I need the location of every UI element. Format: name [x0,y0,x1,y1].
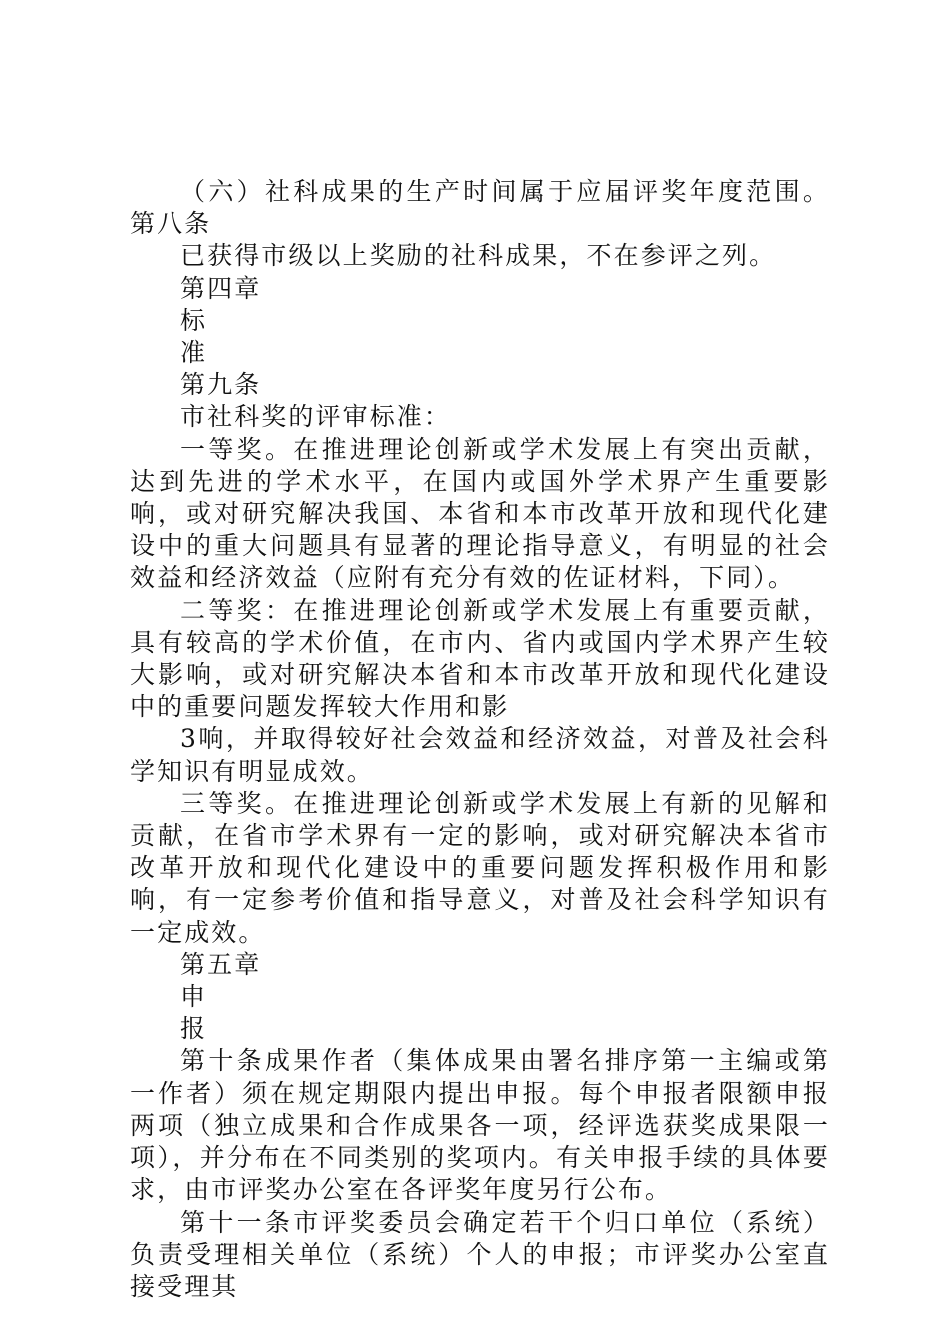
chapter-five-title-char-2: 报 [180,1014,208,1044]
third-prize-paragraph: 三等奖。在推进理论创新或学术发展上有新的见解和贡献，在省市学术界有一定的影响，或对研究解决本省市改革开放和现代化建设中的重要问题发挥积极作用和影响，有一定参考价值和指导意义，对普及社会科学知识有一定成效。 [130,788,830,947]
second-prize-continuation: 3响，并取得较好社会效益和经济效益，对普及社会科学知识有明显成效。 [130,724,830,786]
chapter-four-title-char-1: 标 [180,305,208,335]
review-standard-intro: 市社科奖的评审标准： [180,402,452,432]
chapter-four-heading: 第四章 [180,273,262,303]
second-prize-paragraph: 二等奖：在推进理论创新或学术发展上有重要贡献，具有较高的学术价值，在市内、省内或国内学术界产生较大影响，或对研究解决本省和本市改革开放和现代化建设中的重要问题发挥较大作用和影 [130,595,830,722]
article-ten-paragraph: 第十条成果作者（集体成果由署名排序第一主编或第一作者）须在规定期限内提出申报。每个申报者限额申报两项（独立成果和合作成果各一项，经评选获奖成果限一项），并分布在不同类别的奖项内。有关申报手续的具体要求，由市评奖办公室在各评奖年度另行公布。 [130,1046,830,1205]
paragraph-item-six: （六）社科成果的生产时间属于应届评奖年度范围。第八条 [130,177,830,239]
article-nine-heading: 第九条 [180,370,262,400]
first-prize-paragraph: 一等奖。在推进理论创新或学术发展上有突出贡献，达到先进的学术水平，在国内或国外学术界产生重要影响，或对研究解决我国、本省和本市改革开放和现代化建设中的重大问题具有显著的理论指导意义，有明显的社会效益和经济效益（应附有充分有效的佐证材料，下同）。 [130,434,830,593]
chapter-five-title-char-1: 申 [180,982,208,1012]
document-body [130,176,830,1303]
paragraph-excluded-awards: 已获得市级以上奖励的社科成果，不在参评之列。 [180,241,777,271]
chapter-five-heading: 第五章 [180,949,262,979]
article-eleven-paragraph: 第十一条市评奖委员会确定若干个归口单位（系统）负责受理相关单位（系统）个人的申报；市评奖办公室直接受理其 [130,1207,830,1301]
chapter-four-title-char-2: 准 [180,338,208,368]
